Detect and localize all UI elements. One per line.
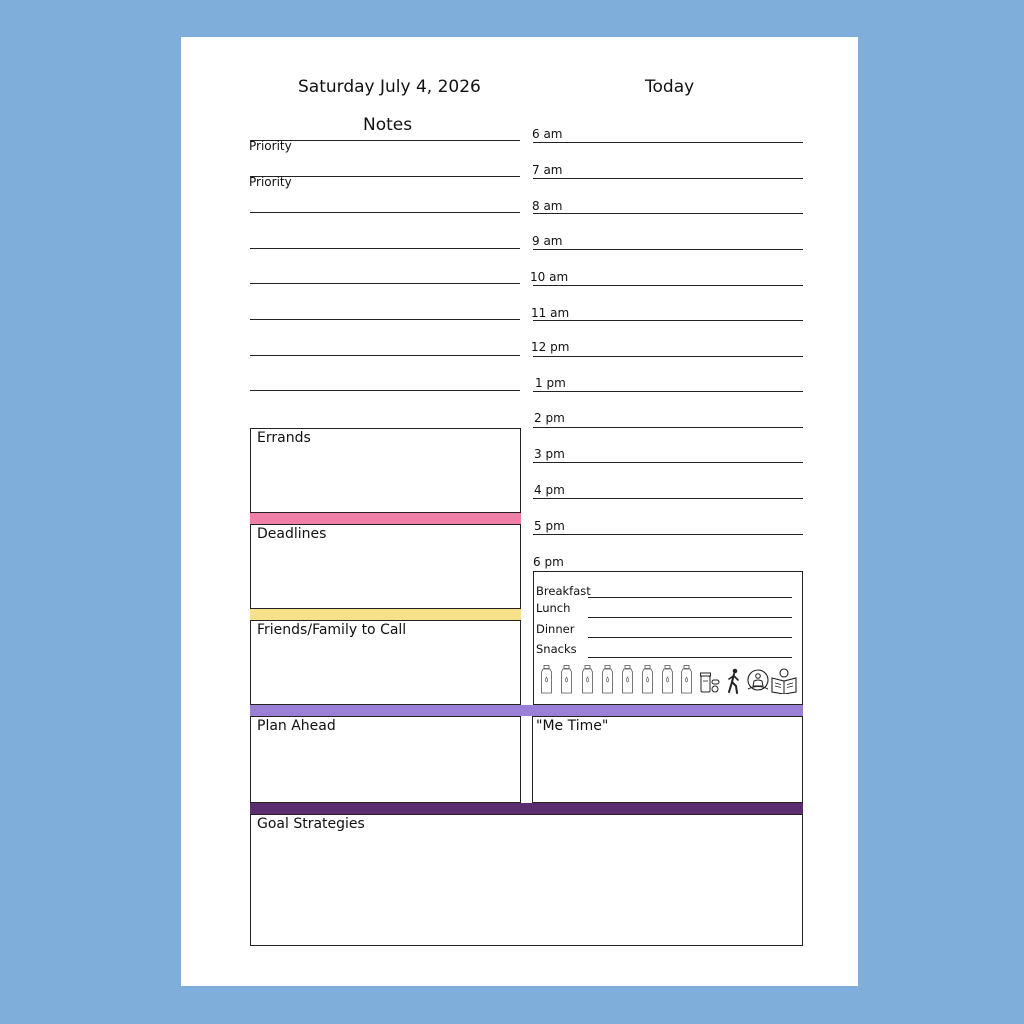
deadlines-label: Deadlines [257,526,327,542]
time-label: 9 am [532,234,563,248]
planner-page [181,37,858,986]
water-bottle-icon[interactable] [581,665,594,694]
me-time-label: "Me Time" [536,718,609,734]
time-label: 7 am [532,163,563,177]
time-line[interactable] [533,462,803,463]
dinner-label: Dinner [536,622,575,636]
goal-strategies-label: Goal Strategies [257,816,365,832]
time-label: 6 am [532,127,563,141]
time-label: 12 pm [531,340,570,354]
time-label: 11 am [531,306,570,320]
meditation-icon[interactable] [746,668,770,694]
notes-line[interactable] [250,390,520,391]
water-bottle-icon[interactable] [641,665,654,694]
water-bottle-icon[interactable] [680,665,693,694]
breakfast-label: Breakfast [536,584,591,598]
time-label: 4 pm [534,483,565,497]
lunch-line[interactable] [588,617,792,618]
plan-ahead-box[interactable] [250,716,521,803]
time-line[interactable] [533,178,803,179]
time-label: 3 pm [534,447,565,461]
time-label: 1 pm [535,376,566,390]
time-label: 8 am [532,199,563,213]
time-line[interactable] [533,213,803,214]
notes-line[interactable] [250,248,520,249]
time-line[interactable] [533,249,803,250]
walking-icon[interactable] [724,668,744,694]
lavender-divider [250,705,803,716]
water-bottle-icon[interactable] [540,665,553,694]
time-label: 2 pm [534,411,565,425]
water-bottle-icon[interactable] [560,665,573,694]
purple-divider [250,803,803,814]
notes-line[interactable] [250,283,520,284]
time-line[interactable] [533,142,803,143]
deadlines-box[interactable] [250,524,521,609]
yellow-divider [250,609,521,620]
goal-strategies-box[interactable] [250,814,803,946]
time-label: 6 pm [533,555,564,569]
time-label: 10 am [530,270,569,284]
meal-tracker-box [533,571,803,705]
time-line[interactable] [533,320,803,321]
notes-line[interactable] [250,212,520,213]
notes-title: Notes [363,115,413,135]
lunch-label: Lunch [536,601,571,615]
priority-label: Priority [249,139,292,153]
priority-label: Priority [249,175,292,189]
water-bottle-icon[interactable] [621,665,634,694]
snacks-line[interactable] [588,657,792,658]
time-line[interactable] [533,391,803,392]
time-line[interactable] [533,356,803,357]
friends-family-label: Friends/Family to Call [257,622,407,638]
notes-line[interactable] [250,355,520,356]
time-line[interactable] [533,534,803,535]
vitamins-icon[interactable] [700,672,721,694]
time-line[interactable] [533,427,803,428]
errands-label: Errands [257,430,311,446]
water-bottle-icon[interactable] [601,665,614,694]
time-line[interactable] [533,498,803,499]
friends-family-box[interactable] [250,620,521,705]
time-label: 5 pm [534,519,565,533]
reading-icon[interactable] [771,667,797,694]
dinner-line[interactable] [588,637,792,638]
pink-divider [250,513,521,524]
snacks-label: Snacks [536,642,577,656]
water-bottle-icon[interactable] [661,665,674,694]
breakfast-line[interactable] [588,597,792,598]
time-line[interactable] [533,285,803,286]
date-title: Saturday July 4, 2026 [298,77,481,97]
errands-box[interactable] [250,428,521,513]
me-time-box[interactable] [532,716,803,803]
today-title: Today [645,77,695,97]
notes-line[interactable] [250,319,520,320]
plan-ahead-label: Plan Ahead [257,718,336,734]
